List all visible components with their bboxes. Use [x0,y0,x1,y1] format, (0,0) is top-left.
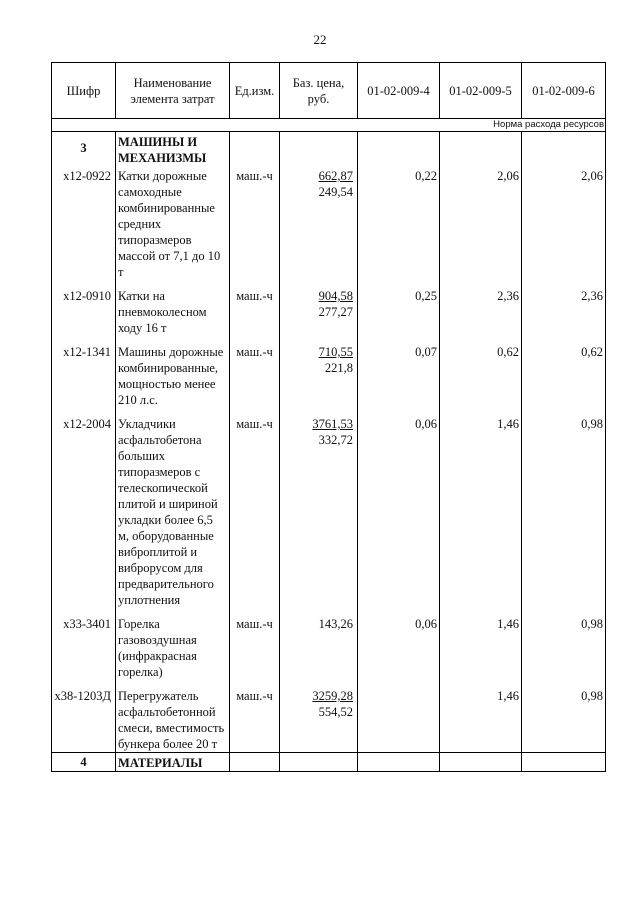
norm-value-2: 2,06 [440,166,522,280]
table-row [52,614,606,680]
header-code: Шифр [52,63,116,119]
price-bottom: 277,27 [318,305,353,319]
norm-value-1: 0,22 [358,166,440,280]
resource-code: х38-1203Д [52,686,116,753]
norm-value-3: 0,62 [522,342,606,408]
norm-value-3: 2,36 [522,286,606,336]
header-name: Наименование элемента затрат [116,63,230,119]
header-col2: 01-02-009-5 [440,63,522,119]
norm-value-1: 0,07 [358,342,440,408]
section-number: 3 [52,132,116,167]
norm-value-3: 0,98 [522,414,606,608]
table-row [52,166,606,280]
section-number: 4 [52,753,116,772]
resource-name: Горелка газовоздушная (инфракрасная горелка) [116,614,230,680]
norms-table [51,62,606,772]
resource-price [280,414,358,608]
norm-value-2: 1,46 [440,614,522,680]
resource-unit: маш.-ч [230,342,280,408]
resource-code: х12-0922 [52,166,116,280]
resource-price [280,342,358,408]
resource-name: Машины дорожные комбинированные, мощностью менее 210 л.с. [116,342,230,408]
resource-code: х12-2004 [52,414,116,608]
page-number: 22 [313,32,327,47]
price-top: 904,58 [318,289,353,303]
price-top: 662,87 [318,169,353,183]
price-bottom: 554,52 [318,705,353,719]
table-row [52,414,606,608]
section-title: МАТЕРИАЛЫ [116,753,230,772]
price-bottom: 332,72 [318,433,353,447]
table-row [52,342,606,408]
resource-unit: маш.-ч [230,286,280,336]
norm-caption-row [52,119,606,132]
norm-value-2: 0,62 [440,342,522,408]
resource-unit: маш.-ч [230,166,280,280]
resource-code: х12-0910 [52,286,116,336]
header-unit: Ед.изм. [230,63,280,119]
norm-value-2: 1,46 [440,686,522,753]
resource-code: х33-3401 [52,614,116,680]
resource-unit: маш.-ч [230,686,280,753]
price-top: 710,55 [318,345,353,359]
price-bottom: 249,54 [318,185,353,199]
resource-unit: маш.-ч [230,414,280,608]
norm-value-1: 0,06 [358,414,440,608]
price-top: 3761,53 [312,417,353,431]
resource-unit: маш.-ч [230,614,280,680]
header-col1: 01-02-009-4 [358,63,440,119]
section-title: МАШИНЫ И МЕХАНИЗМЫ [116,132,230,167]
resource-name: Перегружатель асфальтобетонной смеси, вместимость бункера более 20 т [116,686,230,753]
section-row [52,132,606,167]
resource-price [280,286,358,336]
norm-value-3: 2,06 [522,166,606,280]
table-header-row [52,63,606,119]
norm-value-3: 0,98 [522,614,606,680]
table-row [52,686,606,753]
norm-value-2: 1,46 [440,414,522,608]
resource-code: х12-1341 [52,342,116,408]
resource-name: Катки на пневмоколесном ходу 16 т [116,286,230,336]
norm-value-3: 0,98 [522,686,606,753]
resource-name: Укладчики асфальтобетона больших типоразмеров с телескопической плитой и шириной укладки более 6,5 м, оборудованные виброплитой и виброрусом для предварительного уплотнения [116,414,230,608]
norm-value-1: 0,06 [358,614,440,680]
norm-caption: Норма расхода ресурсов [52,119,606,132]
section-row [52,753,606,772]
table-row [52,286,606,336]
resource-name: Катки дорожные самоходные комбинированные средних типоразмеров массой от 7,1 до 10 т [116,166,230,280]
norm-value-1 [358,686,440,753]
header-price: Баз. цена, руб. [280,63,358,119]
header-col3: 01-02-009-6 [522,63,606,119]
price-top: 3259,28 [312,689,353,703]
resource-price [280,686,358,753]
price-bottom: 221,8 [324,361,353,375]
resource-price [280,614,358,680]
resource-price [280,166,358,280]
norm-value-1: 0,25 [358,286,440,336]
price-bottom: 143,26 [318,617,353,631]
norm-value-2: 2,36 [440,286,522,336]
